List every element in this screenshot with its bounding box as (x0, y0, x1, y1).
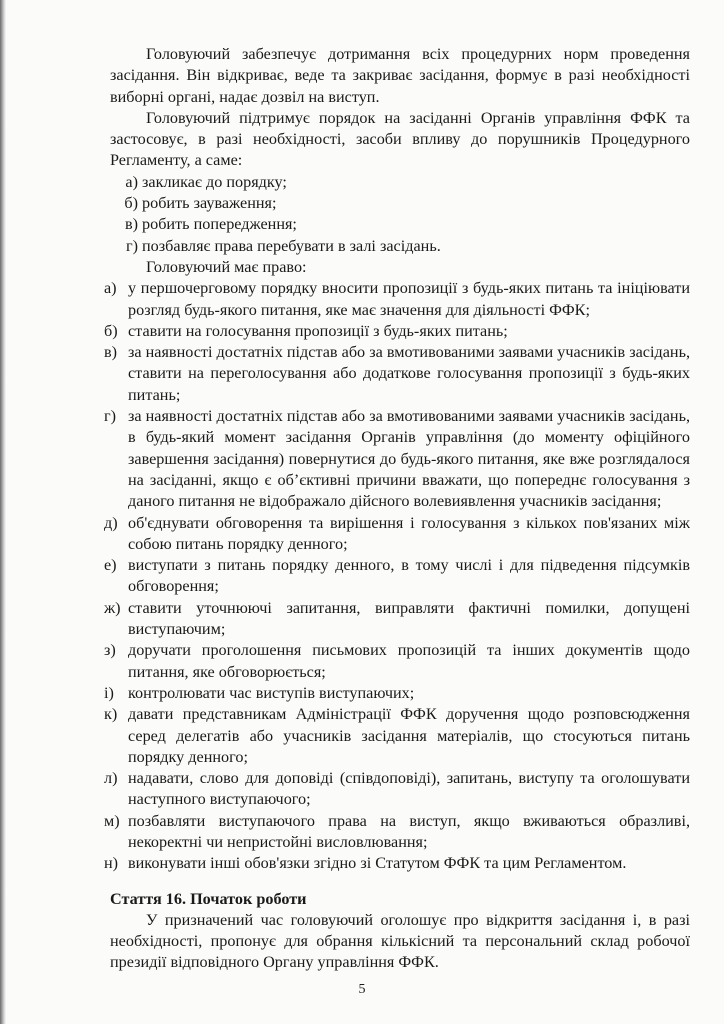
list-item-text: виконувати інші обов'язки згідно зі Статутом ФФК та цим Регламентом. (128, 854, 627, 873)
paragraph-chair-duties: Головуючий забезпечує дотримання всіх процедурних норм проведення засідання. Він відкриває, веде та закриває засідання, формує в разі необхідності виборні органі, надає дозвіл на виступ. (110, 45, 690, 106)
list-item-text: контролювати час виступів виступаючих; (128, 683, 415, 702)
list-marker: г) (104, 407, 117, 426)
list-marker: е) (104, 556, 117, 575)
list-marker: і) (104, 683, 114, 702)
list-item (104, 768, 690, 811)
list-item (104, 704, 690, 768)
list-item (104, 598, 690, 641)
list-marker: з) (104, 641, 116, 660)
page-body (104, 44, 690, 974)
list-marker: а) (104, 279, 117, 298)
list-marker: ж) (104, 598, 121, 617)
paragraph-chair-order: Головуючий підтримує порядок на засіданні Органів управління ФФК та застосовує, в разі необхідності, засоби впливу до порушників Процедурного Регламенту, а саме: (110, 108, 690, 170)
list-item-text: виступати з питань порядку денного, в тому числі і для підведення підсумків обговорення; (128, 556, 690, 596)
list-marker: л) (104, 769, 118, 788)
list-marker: г) (125, 236, 138, 255)
list-item-text: робить попередження; (142, 215, 297, 234)
rights-list (104, 278, 690, 874)
list-marker: д) (104, 513, 118, 532)
list-item (110, 214, 690, 235)
list-item (110, 236, 690, 257)
list-marker: м) (104, 811, 120, 830)
list-item (104, 811, 690, 854)
list-marker: н) (104, 854, 119, 873)
article-heading: Стаття 16. Початок роботи (110, 889, 307, 908)
list-item-text: позбавляти виступаючого права на виступ, якщо вживаються образливі, некоректні чи непристойні висловлювання; (128, 811, 690, 851)
list-item-text: ставити уточнюючі запитання, виправляти фактичні помилки, допущені виступаючим; (128, 598, 690, 639)
list-item-text: надавати, слово для доповіді (співдоповіді), запитань, виступу та оголошувати наступного виступаючого; (128, 769, 690, 809)
list-item (104, 683, 690, 704)
list-item (104, 513, 690, 556)
list-item-text: доручати проголошення письмових пропозицій та інших документів щодо питання, яке обговорюється; (128, 641, 690, 681)
list-item-text: за наявності достатніх підстав або за вмотивованими заявами учасників засідань, ставити на переголосування або додаткове голосування пропозиції з будь-яких питань; (128, 343, 690, 404)
list-item-text: давати представникам Адміністрації ФФК доручення щодо розповсюдження серед делегатів або учасників засідання матеріалів, що стосуються питань порядку денного; (128, 705, 690, 766)
list-item-text: позбавляє права перебувати в залі засідань. (142, 236, 441, 255)
list-item-text: у першочерговому порядку вносити пропозиції з будь-яких питань та ініціювати розгляд будь-якого питання, яке має значення для діяльності ФФК; (128, 279, 690, 319)
scan-edge-shadow (0, 0, 6, 1024)
list-item (110, 193, 690, 214)
list-item (104, 321, 690, 342)
list-item-text: за наявності достатніх підстав або за вмотивованими заявами учасників засідань, в будь-який момент засідання Органів управління (до моменту офіційного завершення засідання) повернутися до будь-якого питання, яке вже розглядалося на засіданні, якщо є об’єктивні причини вважати, що попереднє голосування з даного питання не відображало дійсного волевиявлення учасників засідання; (128, 407, 690, 511)
article-paragraph: У призначений час головуючий оголошує про відкриття засідання і, в разі необхідності, пропонує для обрання кількісний та персональний склад робочої президії відповідного Органу управління ФФК. (110, 910, 690, 972)
list-item-text: робить зауваження; (142, 194, 277, 213)
list-item-text: ставити на голосування пропозиції з будь-яких питань; (128, 321, 508, 340)
list-item (104, 853, 690, 874)
list-marker: в) (104, 343, 118, 362)
list-marker: б) (104, 321, 118, 340)
list-item-text: об'єднувати обговорення та вирішення і голосування з кількох пов'язаних між собою питань порядку денного; (128, 513, 690, 553)
list-marker: а) (125, 172, 138, 191)
list-item (110, 172, 690, 193)
list-item (104, 342, 690, 406)
measures-list (110, 172, 690, 257)
list-item (104, 640, 690, 683)
list-item (104, 406, 690, 512)
list-item (104, 278, 690, 321)
list-item (104, 555, 690, 598)
list-marker: в) (124, 215, 138, 234)
list-item-text: закликає до порядку; (142, 172, 287, 191)
page-number: 5 (358, 982, 366, 997)
list-marker: к) (104, 705, 118, 724)
list-marker: б) (124, 194, 138, 213)
rights-intro: Головуючий має право: (146, 257, 307, 276)
